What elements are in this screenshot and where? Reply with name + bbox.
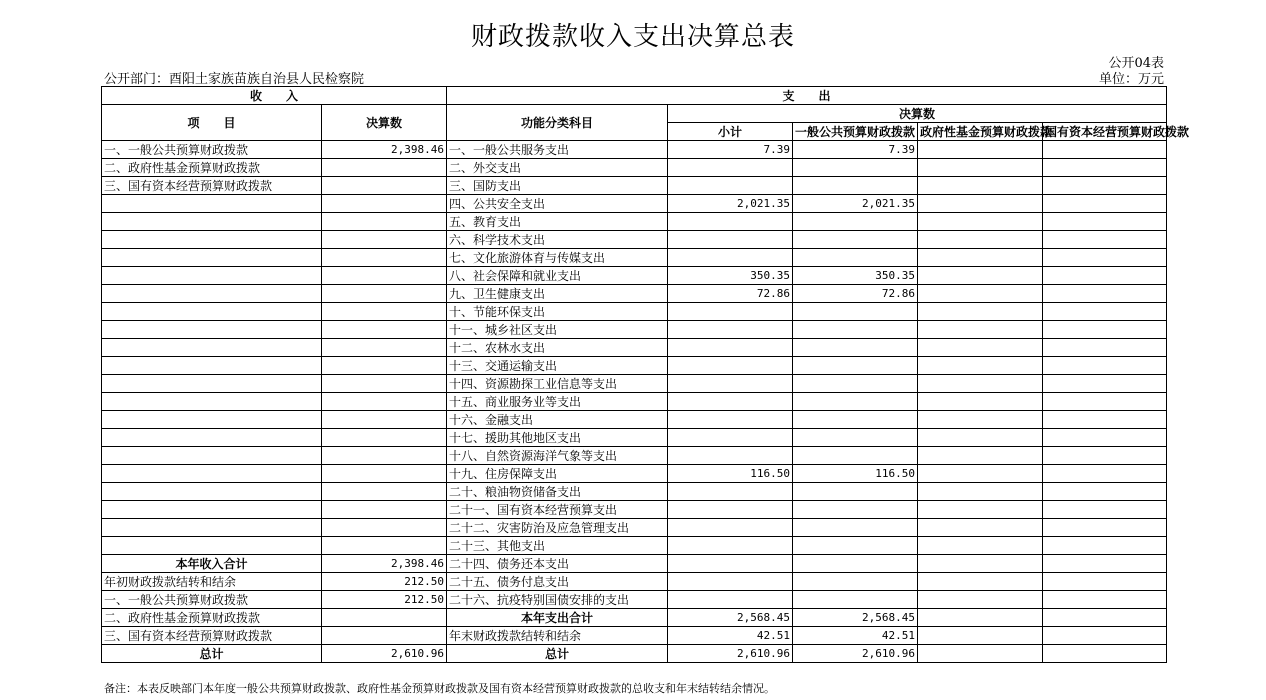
expense-subtotal-cell <box>668 393 793 411</box>
expense-item-cell: 二十一、国有资本经营预算支出 <box>447 501 668 519</box>
table-row <box>102 501 1167 519</box>
expense-subtotal-cell: 72.86 <box>668 285 793 303</box>
expense-item-cell: 总计 <box>447 645 668 663</box>
expense-state-capital-cell <box>1043 447 1167 465</box>
expense-subtotal-cell <box>668 177 793 195</box>
income-item-cell <box>102 483 322 501</box>
table-row <box>102 411 1167 429</box>
table-row <box>102 591 1167 609</box>
expense-gov-fund-cell <box>918 483 1043 501</box>
expense-gov-fund-cell <box>918 537 1043 555</box>
expense-general-cell <box>793 483 918 501</box>
income-amount-cell <box>322 231 447 249</box>
expense-gov-fund-cell <box>918 411 1043 429</box>
expense-general-cell <box>793 231 918 249</box>
expense-state-capital-cell <box>1043 231 1167 249</box>
income-amount-cell <box>322 429 447 447</box>
footnote: 备注：本表反映部门本年度一般公共预算财政拨款、政府性基金预算财政拨款及国有资本经营预算财政拨款的总收支和年末结转结余情况。 <box>104 682 775 695</box>
income-amount-cell <box>322 483 447 501</box>
expense-item-cell: 三、国防支出 <box>447 177 668 195</box>
expense-item-cell: 七、文化旅游体育与传媒支出 <box>447 249 668 267</box>
income-amount-cell <box>322 465 447 483</box>
expense-general-cell <box>793 573 918 591</box>
expense-state-capital-cell <box>1043 501 1167 519</box>
expense-state-capital-cell <box>1043 159 1167 177</box>
expense-state-capital-cell <box>1043 573 1167 591</box>
income-amount-cell <box>322 177 447 195</box>
expense-state-capital-cell <box>1043 519 1167 537</box>
expense-item-cell: 九、卫生健康支出 <box>447 285 668 303</box>
expense-state-capital-cell <box>1043 249 1167 267</box>
table-row <box>102 645 1167 663</box>
expense-item-cell: 二十四、债务还本支出 <box>447 555 668 573</box>
expense-subtotal-cell <box>668 159 793 177</box>
income-amount-cell <box>322 249 447 267</box>
expense-item-cell: 二十三、其他支出 <box>447 537 668 555</box>
table-row <box>102 483 1167 501</box>
expense-gov-fund-cell <box>918 177 1043 195</box>
income-item-cell <box>102 195 322 213</box>
table-row <box>102 249 1167 267</box>
table-row <box>102 555 1167 573</box>
unit-label: 单位：万元 <box>1098 72 1164 87</box>
income-item-cell: 一、一般公共预算财政拨款 <box>102 591 322 609</box>
expense-item-cell: 二十二、灾害防治及应急管理支出 <box>447 519 668 537</box>
expense-gov-fund-cell <box>918 321 1043 339</box>
income-item-cell <box>102 285 322 303</box>
expense-state-capital-cell <box>1043 195 1167 213</box>
expense-general-cell <box>793 411 918 429</box>
expense-general-cell: 42.51 <box>793 627 918 645</box>
expense-general-cell <box>793 321 918 339</box>
expense-subtotal-cell <box>668 213 793 231</box>
expense-state-capital-cell <box>1043 555 1167 573</box>
expense-general-cell: 116.50 <box>793 465 918 483</box>
expense-item-cell: 四、公共安全支出 <box>447 195 668 213</box>
expense-state-capital-cell <box>1043 609 1167 627</box>
expense-general-cell <box>793 177 918 195</box>
expense-state-capital-cell <box>1043 429 1167 447</box>
expense-item-cell: 十九、住房保障支出 <box>447 465 668 483</box>
expense-gov-fund-cell <box>918 501 1043 519</box>
expense-item-cell: 二、外交支出 <box>447 159 668 177</box>
income-item-cell <box>102 465 322 483</box>
expense-gov-fund-cell <box>918 591 1043 609</box>
expense-subtotal-cell <box>668 411 793 429</box>
income-item-cell: 总计 <box>102 645 322 663</box>
expense-subtotal-cell <box>668 321 793 339</box>
income-item-cell <box>102 537 322 555</box>
expense-subtotal-cell <box>668 447 793 465</box>
expense-gov-fund-cell <box>918 231 1043 249</box>
expense-gov-fund-cell <box>918 267 1043 285</box>
table-row <box>102 159 1167 177</box>
expense-gov-fund-cell <box>918 609 1043 627</box>
income-amount-cell: 212.50 <box>322 573 447 591</box>
expense-subtotal-cell: 2,568.45 <box>668 609 793 627</box>
income-amount-cell <box>322 447 447 465</box>
income-amount-cell <box>322 159 447 177</box>
item-header: 项 目 <box>102 105 322 141</box>
table-row <box>102 141 1167 159</box>
expense-subtotal-cell <box>668 591 793 609</box>
income-item-cell: 年初财政拨款结转和结余 <box>102 573 322 591</box>
expense-state-capital-cell <box>1043 465 1167 483</box>
expense-item-cell: 二十五、债务付息支出 <box>447 573 668 591</box>
income-item-cell <box>102 393 322 411</box>
income-item-cell <box>102 447 322 465</box>
income-item-cell: 三、国有资本经营预算财政拨款 <box>102 177 322 195</box>
table-row <box>102 393 1167 411</box>
expense-state-capital-cell <box>1043 267 1167 285</box>
expense-gov-fund-cell <box>918 195 1043 213</box>
expense-general-cell <box>793 159 918 177</box>
income-item-cell <box>102 213 322 231</box>
expense-state-capital-cell <box>1043 141 1167 159</box>
table-row <box>102 357 1167 375</box>
table-row <box>102 195 1167 213</box>
income-amount-cell <box>322 609 447 627</box>
func-header: 功能分类科目 <box>447 105 668 141</box>
expense-subtotal-cell <box>668 573 793 591</box>
expense-item-cell: 十一、城乡社区支出 <box>447 321 668 339</box>
expense-gov-fund-cell <box>918 447 1043 465</box>
expense-general-cell <box>793 213 918 231</box>
expense-general-cell: 72.86 <box>793 285 918 303</box>
expense-subtotal-cell <box>668 357 793 375</box>
expense-state-capital-cell <box>1043 285 1167 303</box>
expense-general-cell: 2,610.96 <box>793 645 918 663</box>
general-budget-header: 一般公共预算财政拨款 <box>793 123 918 141</box>
income-item-cell: 二、政府性基金预算财政拨款 <box>102 609 322 627</box>
expense-general-cell: 350.35 <box>793 267 918 285</box>
expense-gov-fund-cell <box>918 375 1043 393</box>
expense-item-cell: 本年支出合计 <box>447 609 668 627</box>
expense-state-capital-cell <box>1043 303 1167 321</box>
expense-subtotal-cell: 2,610.96 <box>668 645 793 663</box>
expense-subtotal-cell: 2,021.35 <box>668 195 793 213</box>
expense-state-capital-cell <box>1043 375 1167 393</box>
table-row <box>102 519 1167 537</box>
expense-state-capital-cell <box>1043 411 1167 429</box>
expense-state-capital-cell <box>1043 339 1167 357</box>
expense-state-capital-cell <box>1043 591 1167 609</box>
expense-gov-fund-cell <box>918 573 1043 591</box>
state-capital-header: 国有资本经营预算财政拨款 <box>1043 123 1167 141</box>
income-item-cell <box>102 339 322 357</box>
expense-subtotal-cell <box>668 231 793 249</box>
income-amount-cell <box>322 375 447 393</box>
expense-subtotal-cell: 7.39 <box>668 141 793 159</box>
income-amount-cell <box>322 339 447 357</box>
income-amount-cell: 2,610.96 <box>322 645 447 663</box>
expense-general-cell <box>793 591 918 609</box>
expense-gov-fund-cell <box>918 627 1043 645</box>
expense-state-capital-cell <box>1043 627 1167 645</box>
expense-gov-fund-cell <box>918 213 1043 231</box>
income-item-cell <box>102 429 322 447</box>
expense-general-cell <box>793 393 918 411</box>
expense-gov-fund-cell <box>918 465 1043 483</box>
expense-subtotal-cell <box>668 537 793 555</box>
expense-general-cell <box>793 447 918 465</box>
table-row <box>102 429 1167 447</box>
income-item-cell <box>102 357 322 375</box>
expense-general-cell <box>793 555 918 573</box>
expense-general-cell <box>793 501 918 519</box>
expense-gov-fund-cell <box>918 519 1043 537</box>
expense-gov-fund-cell <box>918 303 1043 321</box>
table-row <box>102 339 1167 357</box>
expense-item-cell: 十六、金融支出 <box>447 411 668 429</box>
expense-gov-fund-cell <box>918 645 1043 663</box>
subtotal-header: 小计 <box>668 123 793 141</box>
expense-general-cell: 7.39 <box>793 141 918 159</box>
expense-gov-fund-cell <box>918 285 1043 303</box>
expense-subtotal-cell: 116.50 <box>668 465 793 483</box>
expense-subtotal-cell: 350.35 <box>668 267 793 285</box>
income-amount-cell <box>322 267 447 285</box>
income-item-cell: 二、政府性基金预算财政拨款 <box>102 159 322 177</box>
expense-general-cell: 2,021.35 <box>793 195 918 213</box>
income-amount-cell <box>322 501 447 519</box>
income-amount-cell <box>322 519 447 537</box>
income-item-cell <box>102 303 322 321</box>
expense-subtotal-cell <box>668 429 793 447</box>
gov-fund-header: 政府性基金预算财政拨款 <box>918 123 1043 141</box>
table-body <box>102 141 1167 663</box>
table-row <box>102 609 1167 627</box>
expense-general-cell <box>793 303 918 321</box>
expense-subtotal-cell: 42.51 <box>668 627 793 645</box>
income-item-cell <box>102 411 322 429</box>
expense-general-cell <box>793 357 918 375</box>
form-number: 公开04表 <box>1108 56 1164 71</box>
income-item-cell: 一、一般公共预算财政拨款 <box>102 141 322 159</box>
expense-gov-fund-cell <box>918 357 1043 375</box>
income-item-cell <box>102 249 322 267</box>
expense-subtotal-cell <box>668 483 793 501</box>
expense-gov-fund-cell <box>918 393 1043 411</box>
expense-item-cell: 二十、粮油物资储备支出 <box>447 483 668 501</box>
expense-item-cell: 五、教育支出 <box>447 213 668 231</box>
income-amount-cell <box>322 321 447 339</box>
expense-item-cell: 十八、自然资源海洋气象等支出 <box>447 447 668 465</box>
page-title: 财政拨款收入支出决算总表 <box>470 22 795 52</box>
expense-gov-fund-cell <box>918 429 1043 447</box>
income-header: 收 入 <box>102 87 447 105</box>
income-amount-cell <box>322 285 447 303</box>
income-amount-cell <box>322 213 447 231</box>
income-amount-cell: 2,398.46 <box>322 141 447 159</box>
income-item-cell <box>102 231 322 249</box>
table-row <box>102 447 1167 465</box>
table-row <box>102 303 1167 321</box>
expense-item-cell: 十四、资源勘探工业信息等支出 <box>447 375 668 393</box>
table-row <box>102 627 1167 645</box>
table-row <box>102 267 1167 285</box>
income-item-cell: 三、国有资本经营预算财政拨款 <box>102 627 322 645</box>
expense-header: 支 出 <box>447 87 1167 105</box>
expense-subtotal-cell <box>668 555 793 573</box>
income-amount-cell <box>322 411 447 429</box>
department-label: 公开部门：酉阳土家族苗族自治县人民检察院 <box>104 72 365 87</box>
expense-state-capital-cell <box>1043 321 1167 339</box>
income-item-cell: 本年收入合计 <box>102 555 322 573</box>
table-row <box>102 231 1167 249</box>
expense-general-cell <box>793 519 918 537</box>
expense-general-cell <box>793 429 918 447</box>
expense-general-cell: 2,568.45 <box>793 609 918 627</box>
income-item-cell <box>102 501 322 519</box>
table-row <box>102 213 1167 231</box>
income-amount-cell <box>322 393 447 411</box>
income-amount-cell <box>322 195 447 213</box>
income-item-cell <box>102 375 322 393</box>
expense-general-cell <box>793 375 918 393</box>
expense-gov-fund-cell <box>918 555 1043 573</box>
expense-subtotal-cell <box>668 519 793 537</box>
expense-gov-fund-cell <box>918 141 1043 159</box>
income-amount-cell <box>322 303 447 321</box>
table-row <box>102 537 1167 555</box>
expense-item-cell: 年末财政拨款结转和结余 <box>447 627 668 645</box>
expense-item-cell: 十、节能环保支出 <box>447 303 668 321</box>
expense-state-capital-cell <box>1043 645 1167 663</box>
income-amount-cell <box>322 537 447 555</box>
income-item-cell <box>102 519 322 537</box>
income-amount-cell <box>322 627 447 645</box>
expense-gov-fund-cell <box>918 339 1043 357</box>
expense-item-cell: 十二、农林水支出 <box>447 339 668 357</box>
expense-state-capital-cell <box>1043 483 1167 501</box>
expense-gov-fund-cell <box>918 249 1043 267</box>
income-item-cell <box>102 267 322 285</box>
expense-general-cell <box>793 249 918 267</box>
amount-header: 决算数 <box>322 105 447 141</box>
expense-general-cell <box>793 537 918 555</box>
final-header: 决算数 <box>668 105 1167 123</box>
expense-state-capital-cell <box>1043 213 1167 231</box>
expense-item-cell: 一、一般公共服务支出 <box>447 141 668 159</box>
table-row <box>102 177 1167 195</box>
expense-gov-fund-cell <box>918 159 1043 177</box>
expense-item-cell: 十三、交通运输支出 <box>447 357 668 375</box>
expense-subtotal-cell <box>668 249 793 267</box>
expense-state-capital-cell <box>1043 357 1167 375</box>
table-row <box>102 285 1167 303</box>
expense-item-cell: 八、社会保障和就业支出 <box>447 267 668 285</box>
expense-item-cell: 二十六、抗疫特别国债安排的支出 <box>447 591 668 609</box>
expense-item-cell: 六、科学技术支出 <box>447 231 668 249</box>
expense-state-capital-cell <box>1043 537 1167 555</box>
expense-subtotal-cell <box>668 339 793 357</box>
expense-subtotal-cell <box>668 501 793 519</box>
budget-table <box>101 86 1190 663</box>
table-row <box>102 465 1167 483</box>
table-row <box>102 321 1167 339</box>
expense-state-capital-cell <box>1043 393 1167 411</box>
income-item-cell <box>102 321 322 339</box>
income-amount-cell: 2,398.46 <box>322 555 447 573</box>
expense-item-cell: 十五、商业服务业等支出 <box>447 393 668 411</box>
expense-general-cell <box>793 339 918 357</box>
income-amount-cell: 212.50 <box>322 591 447 609</box>
table-row <box>102 573 1167 591</box>
expense-subtotal-cell <box>668 375 793 393</box>
expense-state-capital-cell <box>1043 177 1167 195</box>
table-row <box>102 375 1167 393</box>
income-amount-cell <box>322 357 447 375</box>
expense-subtotal-cell <box>668 303 793 321</box>
expense-item-cell: 十七、援助其他地区支出 <box>447 429 668 447</box>
